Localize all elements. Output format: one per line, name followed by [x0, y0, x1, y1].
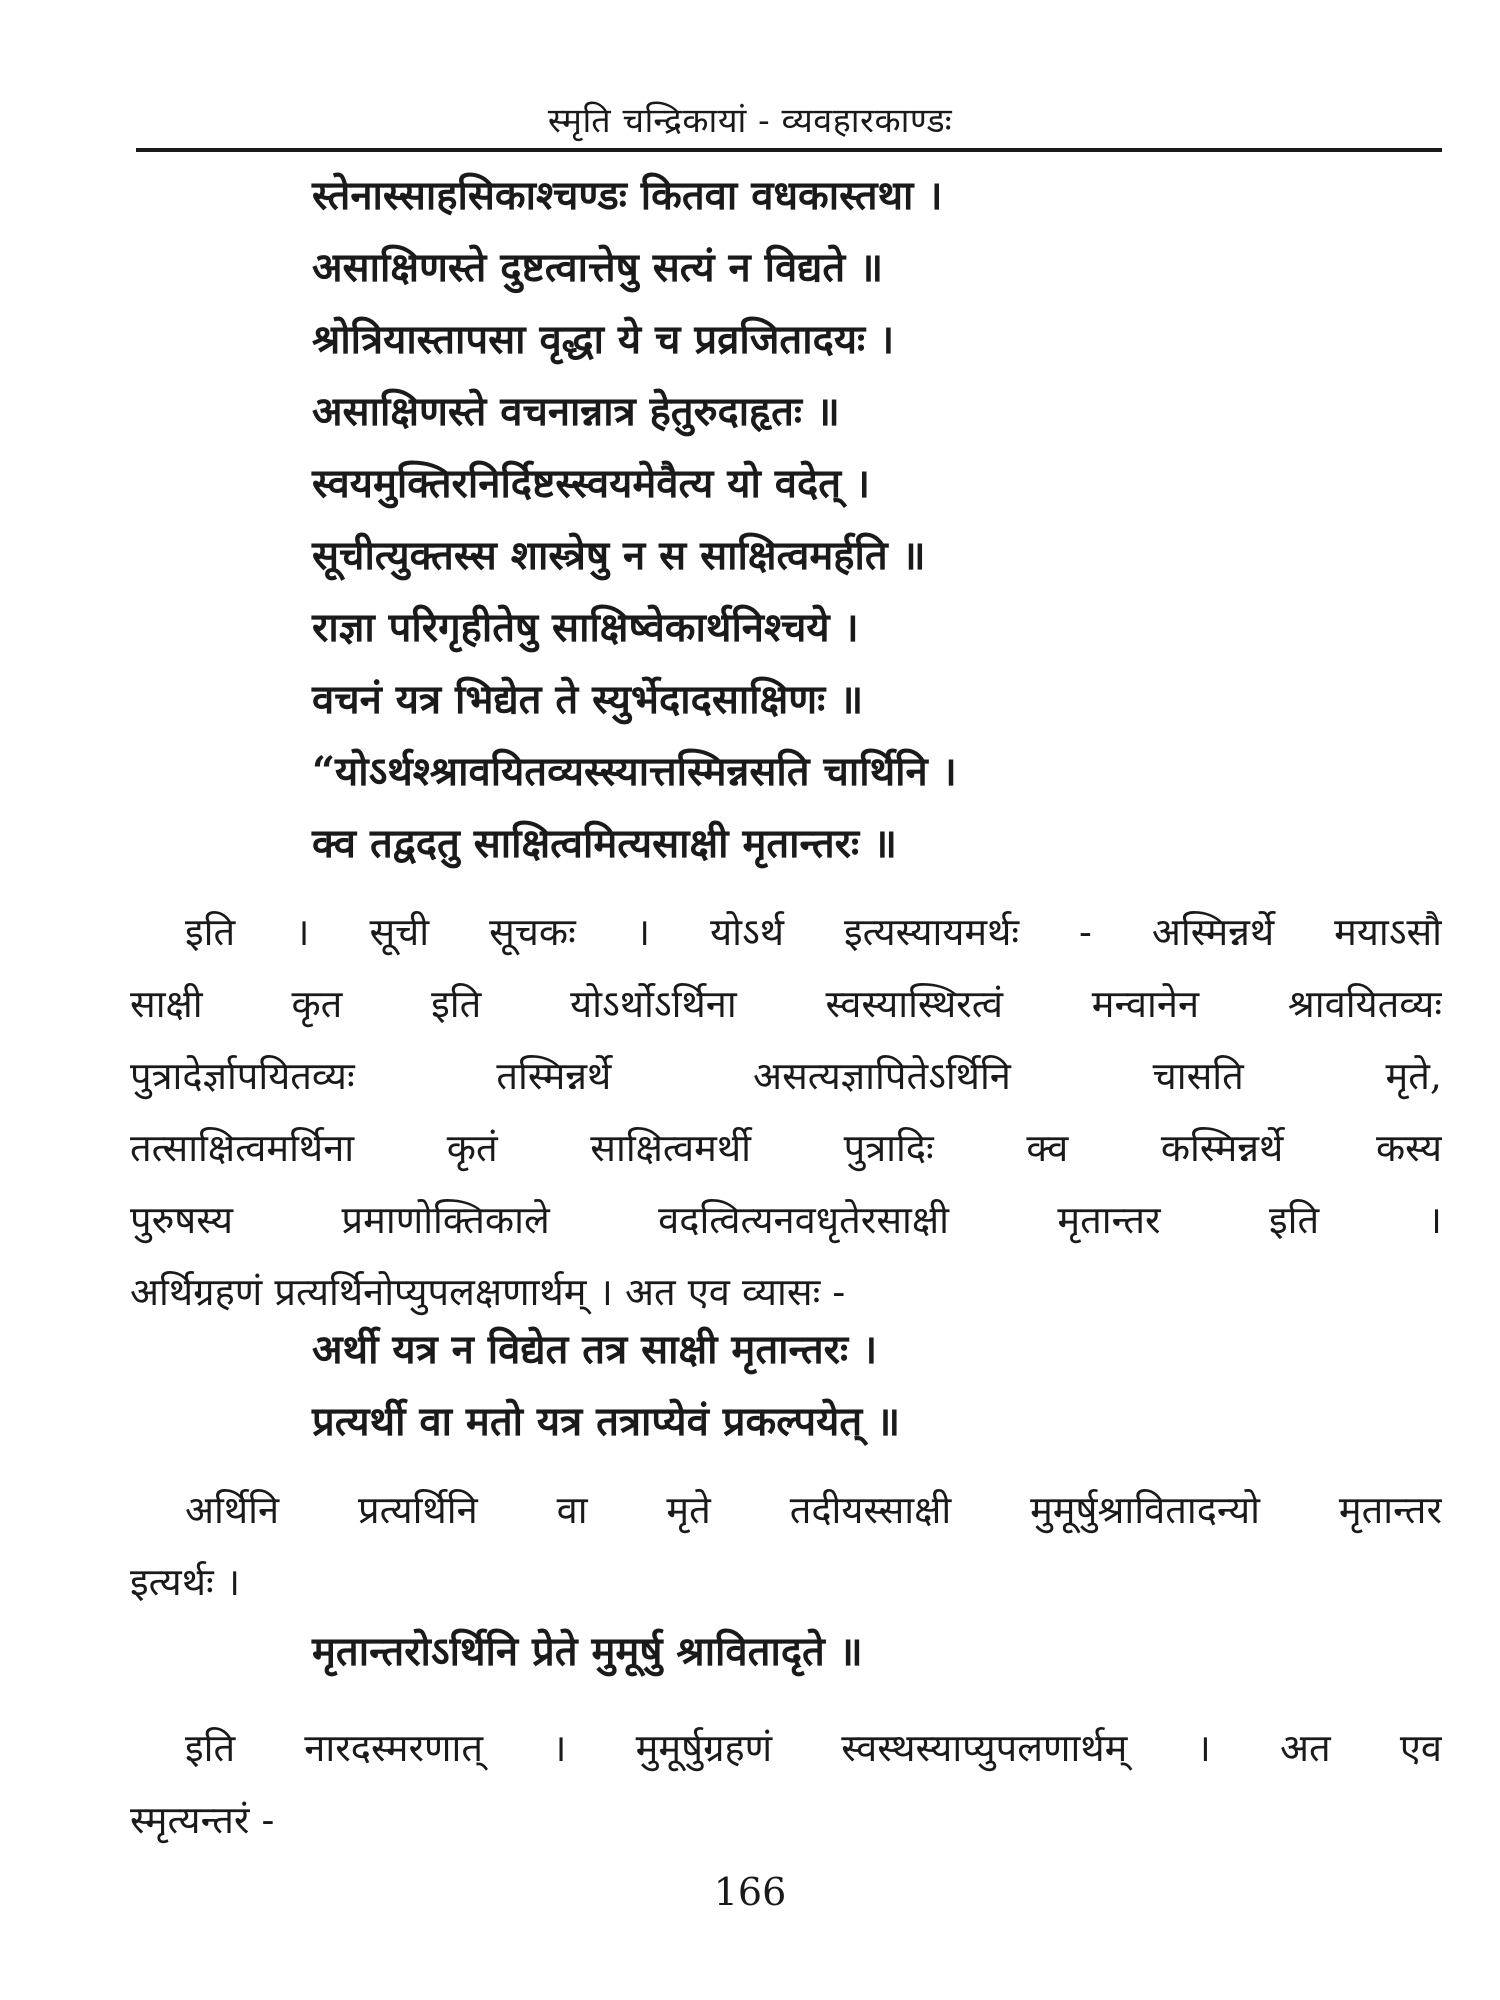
prose-line: अर्थिग्रहणं प्रत्यर्थिनोप्युपलक्षणार्थम् । अत एव व्यासः -: [130, 1270, 846, 1314]
verse-line: असाक्षिणस्ते वचनान्नात्र हेतुरुदाहृतः ॥: [312, 388, 840, 435]
verse-line: राज्ञा परिगृहीतेषु साक्षिष्वेकार्थनिश्चये ।: [312, 604, 859, 651]
verse-line: श्रोत्रियास्तापसा वृद्धा ये च प्रव्रजितादयः ।: [312, 316, 895, 363]
running-header: स्मृति चन्द्रिकायां - व्यवहारकाण्डः: [547, 101, 953, 141]
prose-line: पुरुषस्य प्रमाणोक्तिकाले वदत्वित्यनवधृतेरसाक्षी मृतान्तर इति ।: [130, 1198, 1442, 1242]
header-rule: [136, 148, 1442, 152]
verse-line: वचनं यत्र भिद्येत ते स्युर्भेदादसाक्षिणः ॥: [312, 676, 864, 723]
commentary-paragraph: [130, 1712, 1442, 1856]
verse-line: प्रत्यर्थी वा मतो यत्र तत्राप्येवं प्रकल्पयेत् ॥: [312, 1398, 901, 1445]
verse-line: असाक्षिणस्ते दुष्टत्वात्तेषु सत्यं न विद्यते ॥: [312, 244, 884, 291]
prose-line: इति नारदस्मरणात् । मुमूर्षुग्रहणं स्वस्थस्याप्युपलणार्थम् । अत एव: [185, 1726, 1442, 1770]
prose-line: अर्थिनि प्रत्यर्थिनि वा मृते तदीयस्साक्षी मुमूर्षुश्रावितादन्यो मृतान्तर: [185, 1488, 1442, 1532]
prose-line: तत्साक्षित्वमर्थिना कृतं साक्षित्वमर्थी पुत्रादिः क्व कस्मिन्नर्थे कस्य: [130, 1126, 1442, 1170]
commentary-paragraph: [130, 896, 1442, 1328]
page-number: 166: [713, 1870, 787, 1914]
prose-line: स्मृत्यन्तरं -: [130, 1798, 275, 1842]
verse-line: सूचीत्युक्तस्स शास्त्रेषु न स साक्षित्वमर्हति ॥: [312, 532, 926, 579]
verse-line: स्वयमुक्तिरनिर्दिष्टस्स्वयमेवैत्य यो वदेत् ।: [312, 460, 871, 507]
verse-line: “योऽर्थश्श्रावयितव्यस्स्यात्तस्मिन्नसति चार्थिनि ।: [312, 748, 957, 795]
verse-line: अर्थी यत्र न विद्येत तत्र साक्षी मृतान्तरः ।: [312, 1326, 878, 1373]
prose-line: इत्यर्थः ।: [130, 1560, 241, 1604]
verse-line: क्व तद्वदतु साक्षित्वमित्यसाक्षी मृतान्तरः ॥: [312, 820, 897, 867]
prose-line: साक्षी कृत इति योऽर्थोऽर्थिना स्वस्यास्थिरत्वं मन्वानेन श्रावयितव्यः: [130, 982, 1442, 1026]
prose-line: इति । सूची सूचकः । योऽर्थ इत्यस्यायमर्थः - अस्मिन्नर्थे मयाऽसौ: [185, 910, 1442, 954]
prose-line: पुत्रादेर्ज्ञापयितव्यः तस्मिन्नर्थे असत्यज्ञापितेऽर्थिनि चासति मृते,: [130, 1054, 1442, 1098]
verse-line: मृतान्तरोऽर्थिनि प्रेते मुमूर्षु श्रावितादृते ॥: [312, 1628, 863, 1675]
commentary-paragraph: [130, 1474, 1442, 1618]
verse-line: स्तेनास्साहसिकाश्चण्डः कितवा वधकास्तथा ।: [312, 172, 943, 219]
